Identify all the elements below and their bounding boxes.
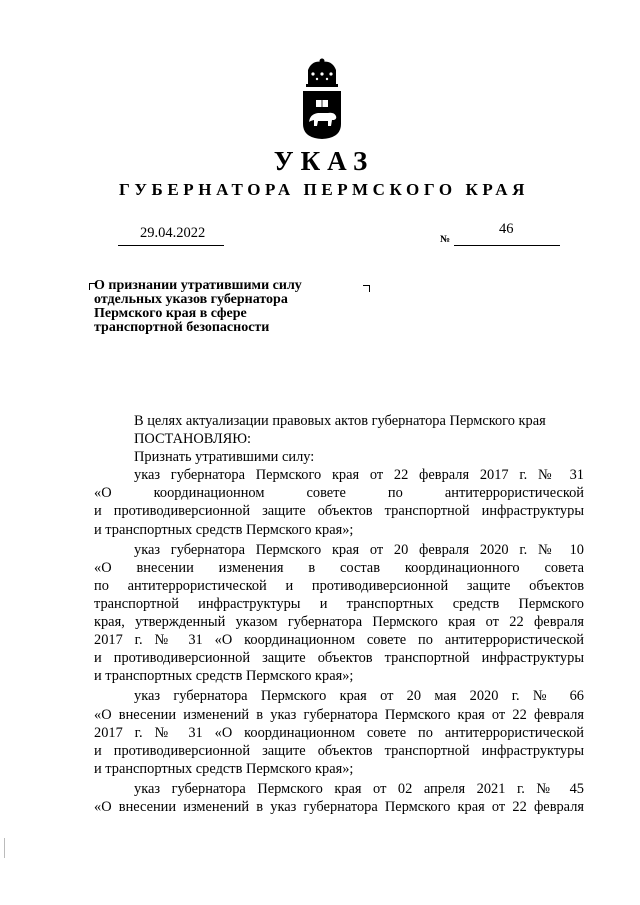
date-underline [118, 245, 224, 246]
body-line: Признать утратившими силу: [134, 449, 315, 466]
subject-line: транспортной безопасности [94, 320, 270, 335]
body-line: транспортной инфраструктуры и транспортных средств Пермского [94, 595, 584, 612]
body-line: и транспортных средств Пермского края»; [94, 521, 354, 538]
body-line: В целях актуализации правовых актов губернатора Пермского края [134, 413, 546, 429]
body-line: «О внесении изменений в указ губернатора Пермского края от 22 февраля [94, 706, 584, 723]
body-line: указ губернатора Пермского края от 22 февраля 2017 г. № 31 [134, 467, 584, 484]
body-line: края, утвержденный указом губернатора Пермского края от 22 февраля [94, 614, 584, 631]
body-line: и транспортных средств Пермского края»; [94, 760, 354, 777]
body-line: указ губернатора Пермского края от 20 мая 2020 г. № 66 [134, 688, 584, 705]
body-line: и транспортных средств Пермского края»; [94, 668, 354, 685]
body-line: «О внесении изменений в указ губернатора Пермского края от 22 февраля [94, 798, 584, 815]
body-line: по антитеррористической и противодиверсионной защите объектов [94, 577, 584, 594]
number-label: № [440, 234, 451, 245]
number-underline [454, 245, 560, 246]
body-line: указ губернатора Пермского края от 20 февраля 2020 г. № 10 [134, 541, 584, 558]
subject-corner-mark-right [363, 285, 370, 292]
decree-number: 46 [499, 221, 514, 237]
subject-line: О признании утратившими силу [94, 278, 302, 293]
decree-title: УКАЗ [273, 146, 375, 176]
body-line-resolution: ПОСТАНОВЛЯЮ: [134, 431, 252, 448]
body-line: «О координационном совете по антитеррористической [94, 485, 584, 502]
subject-line: отдельных указов губернатора [94, 292, 288, 307]
scan-edge-mark [4, 838, 5, 858]
body-line: «О внесении изменения в состав координационного совета [94, 559, 584, 576]
body-line: и противодиверсионной защите объектов транспортной инфраструктуры [94, 503, 584, 520]
perm-krai-coat-of-arms-icon [300, 58, 344, 140]
body-line: 2017 г. № 31 «О координационном совете по антитеррористической [94, 724, 584, 741]
body-line: и противодиверсионной защите объектов транспортной инфраструктуры [94, 742, 584, 759]
decree-body [94, 412, 584, 816]
body-line: и противодиверсионной защите объектов транспортной инфраструктуры [94, 650, 584, 667]
issuer-title: ГУБЕРНАТОРА ПЕРМСКОГО КРАЯ [119, 180, 529, 199]
decree-subject [94, 279, 364, 335]
subject-line: Пермского края в сфере [94, 306, 247, 321]
decree-date: 29.04.2022 [140, 225, 206, 241]
body-line: 2017 г. № 31 «О координационном совете по антитеррористической [94, 632, 584, 649]
body-line: указ губернатора Пермского края от 02 апреля 2021 г. № 45 [134, 780, 584, 797]
